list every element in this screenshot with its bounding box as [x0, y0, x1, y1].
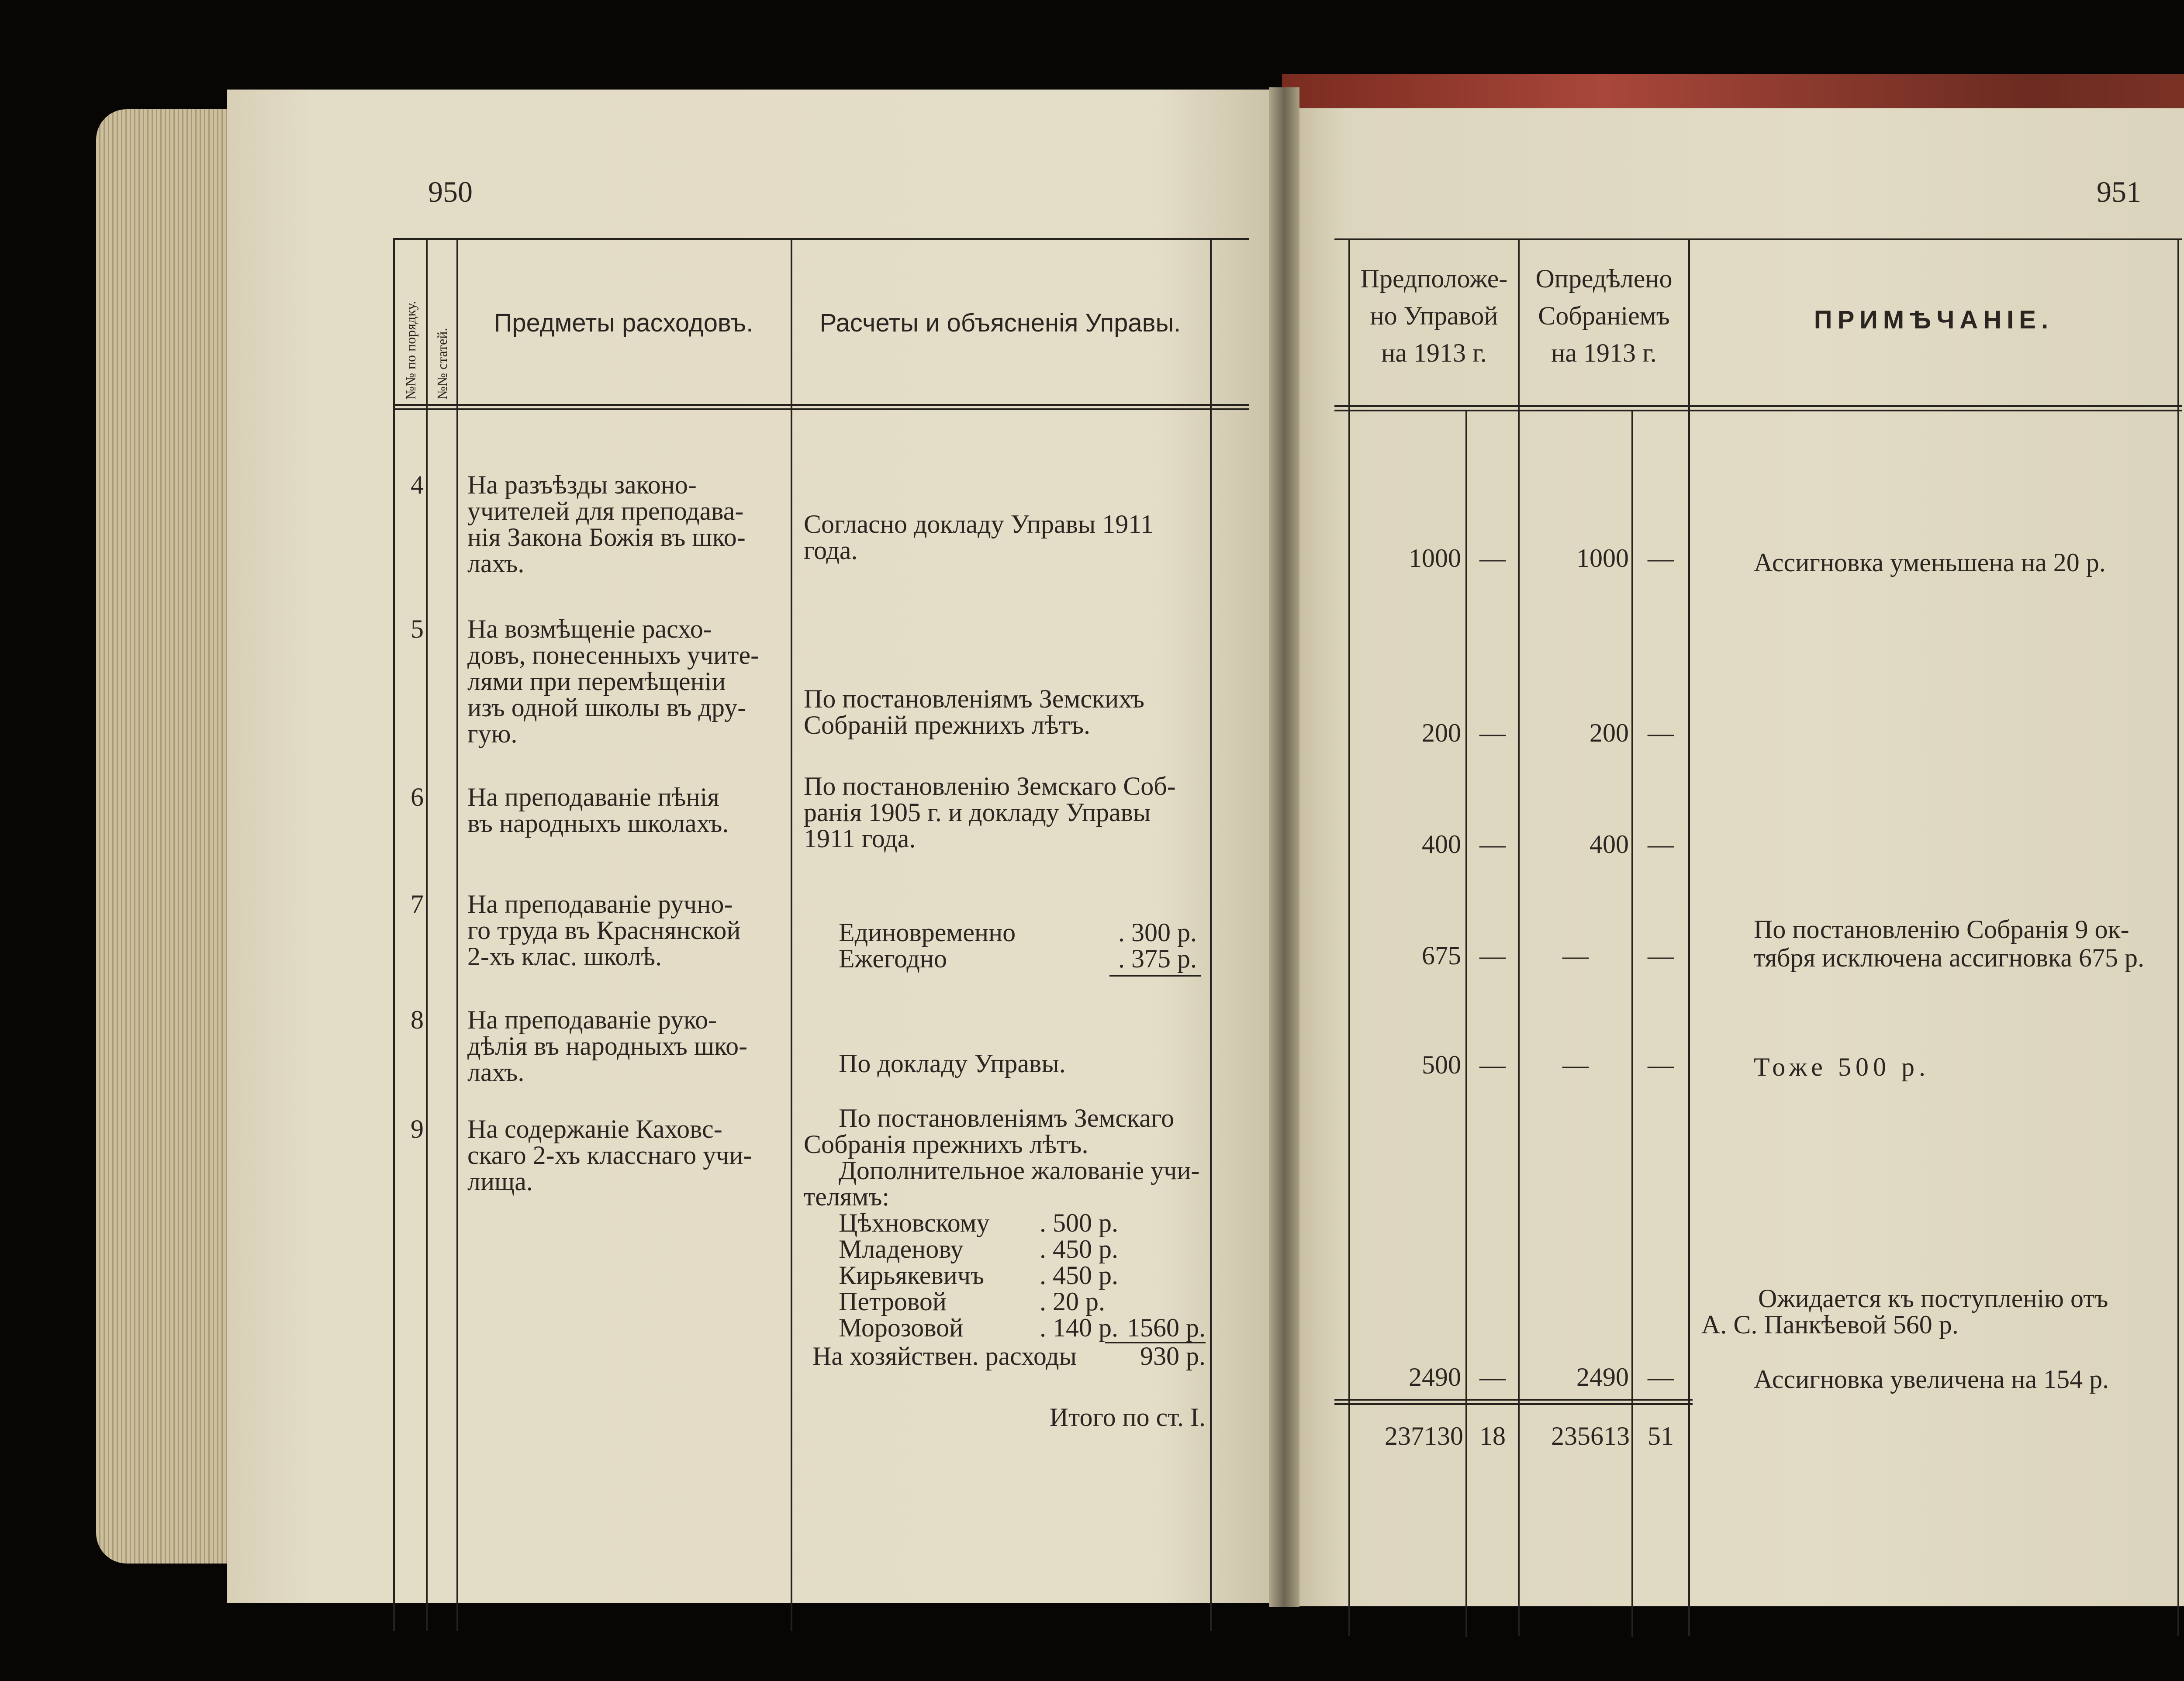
right-page: 951 Предположе- но Управой на 1913 г. Опредѣлено Собраніемъ на 1913 г. ПРИМѢЧАНІЕ. 1000 — 1000 — Ассигновка уменьшена на 20 р. 200 — 200 — 400 — 400 — 675 — — — По постановленію Собранія 9 ок- тября исключена ассигновка 675 р. 500 — — — Тоже 500 р. Ожидается къ поступленію отъ А. С. Панкѣевой 560 р. 2490 — 2490 — Ассигновка увеличена на 154 р. 237130 18 235613 51: [1282, 108, 2184, 1606]
prop-3: 675: [1422, 941, 1461, 970]
table-top-rule-r: [1334, 238, 2182, 240]
row-no-7: 7: [411, 890, 424, 918]
header-proposed-2: на 1913 г.: [1381, 338, 1487, 367]
totals-rule-r2: [1334, 1403, 1693, 1405]
prop-2: 400: [1422, 830, 1461, 859]
total-approved-kop: 51: [1648, 1422, 1674, 1450]
header-explanations: Расчеты и объясненія Управы.: [819, 309, 1181, 337]
header-article-no: №№ статей.: [434, 328, 450, 400]
row-no-5: 5: [411, 614, 424, 643]
person-1: Младенову: [839, 1235, 964, 1263]
header-items: Предметы расходовъ.: [494, 309, 753, 337]
col-rule-r3: [1631, 410, 1633, 1637]
row-no-6: 6: [411, 783, 424, 811]
appr-0: 1000: [1576, 544, 1629, 573]
note-3-line-1: тября исключена ассигновка 675 р.: [1754, 943, 2144, 972]
appr-4: —: [1562, 1050, 1589, 1079]
col-rule-0: [393, 238, 395, 1631]
row-8-explanation: По докладу Управы.: [839, 1049, 1066, 1078]
total-proposed-kop: 18: [1479, 1422, 1506, 1450]
header-proposed-1: но Управой: [1370, 301, 1498, 330]
appr-3: —: [1562, 941, 1589, 970]
header-approved-2: на 1913 г.: [1551, 338, 1657, 367]
header-note: ПРИМѢЧАНІЕ.: [1814, 306, 2054, 334]
col-rule-1: [426, 238, 428, 1631]
prop-1: 200: [1422, 718, 1461, 747]
header-proposed-0: Предположе-: [1360, 264, 1508, 293]
prop-0: 1000: [1409, 544, 1461, 573]
person-3: Петровой: [839, 1287, 947, 1316]
table-top-rule: [393, 238, 1249, 240]
book-cover-top: [1282, 74, 2184, 114]
appr-1: 200: [1590, 718, 1629, 747]
header-bottom-rule-r2: [1334, 410, 2182, 411]
header-bottom-rule-r: [1334, 405, 2182, 407]
col-rule-4: [1210, 238, 1212, 1631]
prop-5: 2490: [1409, 1363, 1461, 1391]
total-label: Итого по ст. I.: [1049, 1403, 1206, 1432]
sum-rule-7: [1109, 975, 1201, 977]
appr-5: 2490: [1576, 1363, 1629, 1391]
note-5: Ассигновка увеличена на 154 р.: [1754, 1365, 2109, 1394]
person-4: Морозовой: [839, 1313, 964, 1342]
totals-rule-r: [1334, 1399, 1693, 1401]
appr-2: 400: [1590, 830, 1629, 859]
prop-4: 500: [1422, 1050, 1461, 1079]
page-number-left: 950: [428, 175, 473, 208]
book-gutter: [1269, 87, 1299, 1607]
person-2: Кирьякевичъ: [839, 1261, 985, 1290]
note-3-line-0: По постановленію Собранія 9 ок-: [1754, 915, 2129, 944]
page-number-right: 951: [2097, 175, 2141, 208]
expected-note-line-1: А. С. Панкѣевой 560 р.: [1701, 1310, 1959, 1339]
row-no-4: 4: [411, 470, 424, 499]
col-rule-r4: [1688, 238, 1690, 1636]
header-bottom-rule-2: [393, 408, 1249, 410]
person-0: Цѣхновскому: [839, 1208, 990, 1237]
col-rule-r5: [2177, 238, 2179, 1636]
col-rule-3: [791, 238, 792, 1631]
header-bottom-rule: [393, 404, 1249, 406]
total-proposed: 237130: [1385, 1422, 1463, 1450]
row-no-9: 9: [411, 1115, 424, 1143]
total-approved: 235613: [1551, 1422, 1630, 1450]
row-no-8: 8: [411, 1005, 424, 1034]
header-approved-1: Собраніемъ: [1538, 301, 1670, 330]
expected-note-line-0: Ожидается къ поступленію отъ: [1758, 1284, 2108, 1313]
header-approved-0: Опредѣлено: [1535, 264, 1673, 293]
note-4: Тоже 500 р.: [1754, 1053, 1930, 1081]
header-order-no: №№ по порядку.: [403, 300, 418, 400]
left-page: 950 №№ по порядку. №№ статей. Предметы расходовъ. Расчеты и объясненія Управы. 4 5 6 7 8 9 На разъѣзды законо- учителей для преподава- нія Закона Божія въ шко- лахъ. На возмѣщеніе расхо- довъ, понесенныхъ учите- лями при перемѣщеніи изъ одной школы въ дру- гую. На преподаваніе пѣнія въ народныхъ школахъ. На преподаваніе ручно- го труда въ Краснянской 2-хъ клас. школѣ. На преподаваніе руко- дѣлія въ народныхъ шко- лахъ. На содержаніе Каховс- скаго 2-хъ класснаго учи- лища. Согласно докладу Управы 1911 года. По постановленіямъ Земскихъ Собраній прежнихъ лѣтъ. По постановленію Земскаго Соб- ранія 1905 г. и докладу Управы 1911 года. Единовременно . 300 р. Ежегодно . 375 р. По докладу Управы. По постановленіямъ Земскаго Собранія прежнихъ лѣтъ. Дополнительное жалованіе учи- телямъ: Цѣхновскому . 500 р. Младенову . 450 р. Кирьякевичъ . 450 р. Петровой . 20 р. Морозовой . 140 р. 1560 р. На хозяйствен. расходы 930 р. Итого по ст. I.: [227, 90, 1284, 1603]
col-rule-r1: [1465, 410, 1467, 1637]
col-rule-2: [456, 238, 458, 1631]
note-0: Ассигновка уменьшена на 20 р.: [1754, 548, 2106, 577]
